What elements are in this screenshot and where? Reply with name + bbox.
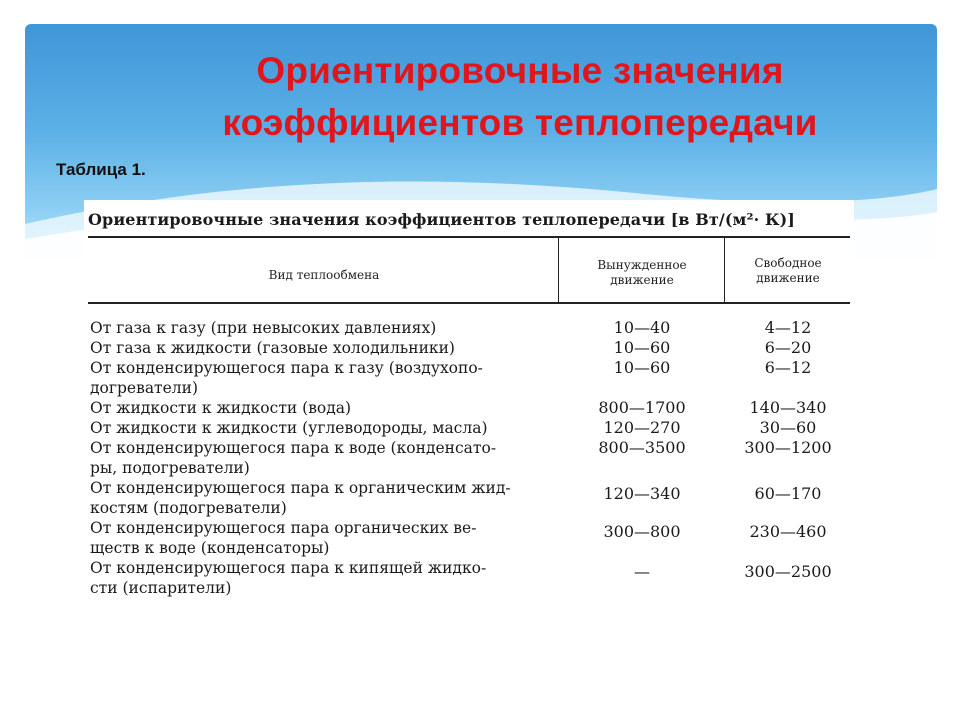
header-forced-line-1: Вынужденное xyxy=(597,258,687,272)
forced-value: 10—40 xyxy=(613,318,671,337)
top-rule xyxy=(88,236,850,238)
free-value: 4—12 xyxy=(764,318,812,337)
free-value: 230—460 xyxy=(749,522,827,541)
table-title: Ориентировочные значения коэффициентов теплопередачи [в Вт/(м²· К)] xyxy=(88,210,795,229)
row-label-line: ры, подогреватели) xyxy=(90,459,250,477)
table-row-label xyxy=(90,398,560,418)
table-row-label xyxy=(90,518,560,558)
free-value: 6—12 xyxy=(764,358,812,377)
forced-value: 10—60 xyxy=(613,338,671,357)
forced-value: 120—340 xyxy=(603,484,681,503)
row-label-line: сти (испарители) xyxy=(90,579,232,597)
header-forced xyxy=(562,258,722,288)
table-row-label xyxy=(90,418,560,438)
table-row-label xyxy=(90,558,560,598)
header-divider-1 xyxy=(558,238,559,302)
forced-value: 10—60 xyxy=(613,358,671,377)
row-label-line: От конденсирующегося пара к органическим жид- xyxy=(90,479,511,497)
row-label-line: От газа к жидкости (газовые холодильники) xyxy=(90,339,455,357)
forced-value: 800—3500 xyxy=(598,438,686,457)
header-free xyxy=(728,256,848,286)
row-label-line: От конденсирующегося пара к воде (конденсато- xyxy=(90,439,497,457)
header-type: Вид теплообмена xyxy=(268,268,380,282)
row-label-line: От конденсирующегося пара органических ве- xyxy=(90,519,477,537)
free-value: 60—170 xyxy=(754,484,822,503)
header-bottom-rule xyxy=(88,302,850,304)
slide-title-line-2: коэффициентов теплопередачи xyxy=(222,102,818,143)
free-value: 300—1200 xyxy=(744,438,832,457)
slide-title-line-1: Ориентировочные значения xyxy=(256,50,784,91)
free-value: 140—340 xyxy=(749,398,827,417)
row-label-line: ществ к воде (конденсаторы) xyxy=(90,539,330,557)
row-label-line: костям (подогреватели) xyxy=(90,499,287,517)
free-value: 6—20 xyxy=(764,338,812,357)
table-row-label xyxy=(90,318,560,338)
row-label-line: догреватели) xyxy=(90,379,199,397)
table-row-label xyxy=(90,358,560,398)
scanned-table xyxy=(84,200,854,610)
row-label-line: От жидкости к жидкости (углеводороды, масла) xyxy=(90,419,488,437)
free-value: 300—2500 xyxy=(744,562,832,581)
row-label-line: От конденсирующегося пара к газу (воздухопо- xyxy=(90,359,483,377)
table-caption: Таблица 1. xyxy=(56,160,146,179)
slide-title xyxy=(150,45,890,149)
forced-value: 800—1700 xyxy=(598,398,686,417)
table-row-label xyxy=(90,438,560,478)
row-label-line: От газа к газу (при невысоких давлениях) xyxy=(90,319,437,337)
table-row-label xyxy=(90,478,560,518)
forced-value: 120—270 xyxy=(603,418,681,437)
forced-value: — xyxy=(634,562,650,581)
row-label-line: От конденсирующегося пара к кипящей жидко- xyxy=(90,559,487,577)
row-label-line: От жидкости к жидкости (вода) xyxy=(90,399,352,417)
forced-value: 300—800 xyxy=(603,522,681,541)
header-forced-line-2: движение xyxy=(610,273,674,287)
table-row-label xyxy=(90,338,560,358)
header-free-line-1: Свободное xyxy=(754,256,822,270)
header-divider-2 xyxy=(724,238,725,302)
free-value: 30—60 xyxy=(759,418,817,437)
header-free-line-2: движение xyxy=(756,271,820,285)
